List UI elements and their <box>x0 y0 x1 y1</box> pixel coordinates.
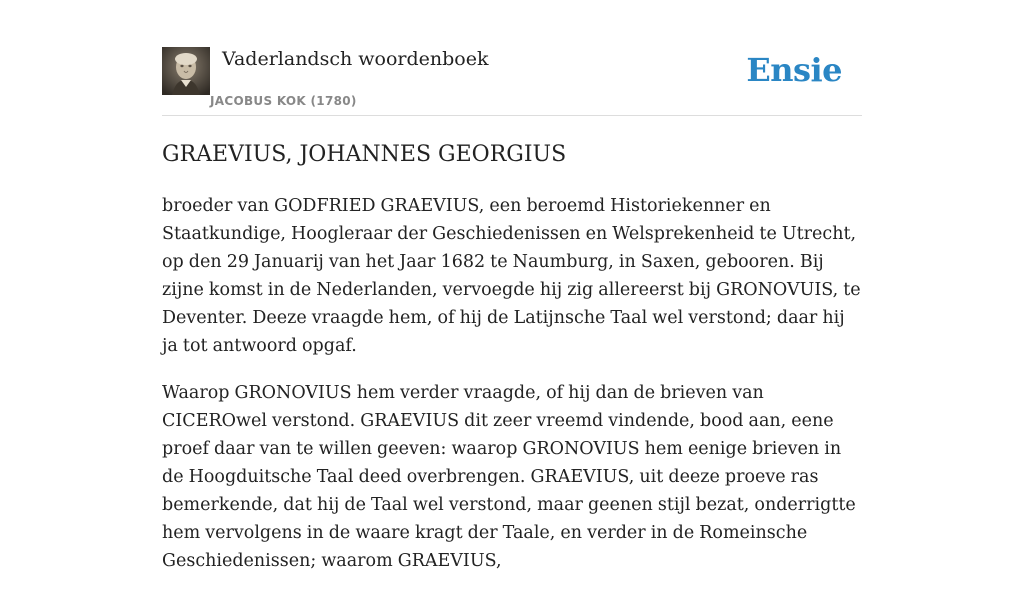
entry-body <box>162 192 862 594</box>
entry-paragraph: broeder van GODFRIED GRAEVIUS, een beroemd Historiekenner en Staatkundige, Hoogleraar der Geschiedenissen en Welsprekenheid te Utrecht, op den 29 Januarij van het Jaar 1682 te Naumburg, in Saxen, gebooren. Bij zijne komst in de Nederlanden, vervoegde hij zig allereerst bij GRONOVUIS, te Deventer. Deeze vraagde hem, of hij de Latijnsche Taal wel verstond; daar hij ja tot antwoord opgaf. <box>162 196 861 356</box>
entry-title: GRAEVIUS, JOHANNES GEORGIUS <box>162 142 567 167</box>
book-title[interactable]: Vaderlandsch woordenboek <box>222 48 489 70</box>
entry-paragraph: Waarop GRONOVIUS hem verder vraagde, of hij dan de brieven van CICEROwel verstond. GRAEVIUS dit zeer vreemd vindende, bood aan, eene proef daar van te willen geeven: waarop GRONOVIUS hem eenige brieven in de Hoogduitsche Taal deed overbrengen. GRAEVIUS, uit deeze proeve ras bemerkende, dat hij de Taal wel verstond, maar geenen stijl bezat, onderrigtte hem vervolgens in de waare kragt der Taale, en verder in de Romeinsche Geschiedenissen; waarom GRAEVIUS, <box>162 383 856 571</box>
portrait-avatar-icon <box>162 47 210 95</box>
author-name[interactable]: JACOBUS KOK (1780) <box>210 94 357 108</box>
page <box>162 0 862 571</box>
header <box>162 0 862 116</box>
ensie-logo[interactable]: Ensie <box>746 51 842 89</box>
author-avatar[interactable] <box>162 47 210 95</box>
